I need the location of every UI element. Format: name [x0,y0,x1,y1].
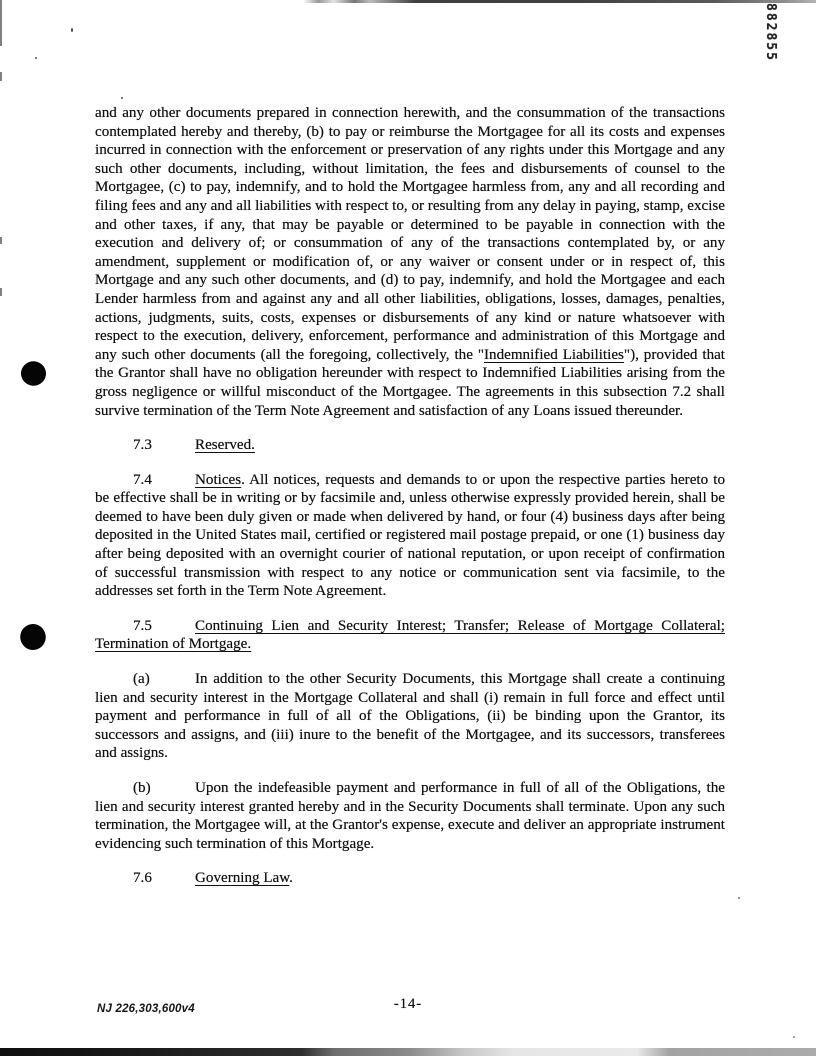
text-run: Upon the indefeasible payment and performance in full of all of the Obligations, the lien and security interest granted hereby and in the Security Documents shall terminate. Upon any such termination, the Mortgagee will, at the Grantor's expense, execute and deliver an appropriate instrument evidencing such termination of this Mortgage. [95,780,725,852]
hole-punch-dot [19,623,47,652]
paragraph-7-5-b [95,779,725,853]
hole-punch-dot [19,360,47,388]
text-run: and any other documents prepared in connection herewith, and the consummation of the transactions contemplated hereby and thereby, (b) to pay or reimburse the Mortgagee for all its costs and expenses incurred in connection with the enforcement or preservation of any rights under this Mortgage and any such other documents, including, without limitation, the fees and disbursements of counsel to the Mortgagee, (c) to pay, indemnify, and to hold the Mortgagee harmless from, any and all recording and filing fees and any and all liabilities with respect to, or resulting from any delay in paying, stamp, excise and other taxes, if any, that may be payable or determined to be payable in connection with the execution and delivery of; or consummation of any of the transactions contemplated by, or any amendment, supplement or modification of, or any waiver or consent under or in respect of, this Mortgage and any such other documents, and (d) to pay, indemnify, and hold the Mortgagee and each Lender harmless from and against any and all other liabilities, obligations, losses, damages, penalties, actions, judgments, suits, costs, expenses or disbursements of any kind or nature whatsoever with respect to the execution, delivery, enforcement, performance and administration of this Mortgage and any such other documents (all the foregoing, collectively, the " [95,105,725,363]
document-body [95,104,725,904]
scan-artifact-left-edge [0,237,2,244]
paragraph-7-2-continuation [95,104,725,420]
underlined-phrase: Indemnified Liabilities [484,346,624,363]
section-7-3 [95,436,725,455]
scan-artifact-left-edge [0,288,2,296]
section-number: 7.4 [133,471,152,488]
text-run: "), provided that the Grantor shall have no obligation hereunder with respect to Indemnified Liabilities arising from the gross negligence or willful misconduct of the Mortgagee. The agreements in this subsection 7.2 shall survive termination of the Term Note Agreement and satisfaction of any Loans issued thereunder. [95,346,726,419]
scan-artifact-bottom-edge [0,1048,816,1056]
text-run: In addition to the other Security Documents, this Mortgage shall create a continuing lien and security interest in the Mortgage Collateral and shall (i) remain in full force and effect until payment and performance in full of all of the Obligations, (ii) be binding upon the Grantor, its successors and assigns, and (iii) inure to the benefit of the Mortgagee, and its successors, transferees and assigns. [95,671,725,762]
section-7-5-heading [95,617,725,654]
scan-artifact-left-edge [0,72,2,81]
section-number: 7.5 [133,617,152,634]
scan-speck [121,97,123,99]
recording-stamp-number: 882855 [763,3,778,62]
scan-speck [793,1036,795,1038]
footer-page-number: -14- [393,996,423,1012]
section-number: (b) [133,780,151,796]
footer-document-id: NJ 226,303,600v4 [97,1003,195,1015]
scan-artifact-left-edge [0,0,2,46]
text-run: . [289,870,293,887]
paragraph-7-5-a [95,670,725,763]
underlined-phrase: Governing Law [195,870,290,887]
section-number: 7.6 [133,870,152,887]
text-run: . All notices, requests and demands to or upon the respective parties hereto to be effective shall be in writing or by facsimile and, unless otherwise expressly provided herein, shall be deemed to have been duly given or made when delivered by hand, or four (4) business days after being deposited in the United States mail, certified or registered mail postage prepaid, or one (1) business day after being deposited with an overnight courier of national reputation, or upon receipt of confirmation of successful transmission with respect to any notice or communication sent via facsimile, to the addresses set forth in the Term Note Agreement. [95,471,725,600]
underlined-phrase: Reserved. [195,437,255,454]
scan-speck [35,57,37,59]
underlined-phrase: Continuing Lien and Security Interest; Transfer; Release of Mortgage Collateral; Termination of Mortgage. [95,617,725,653]
section-7-6-heading [95,869,725,888]
section-number: 7.3 [133,437,152,454]
scan-speck [71,28,73,32]
section-7-4-notices [95,471,725,601]
section-number: (a) [133,671,150,688]
scan-speck [738,897,740,899]
underlined-phrase: Notices [195,471,242,488]
scan-artifact-top-edge [303,0,816,3]
